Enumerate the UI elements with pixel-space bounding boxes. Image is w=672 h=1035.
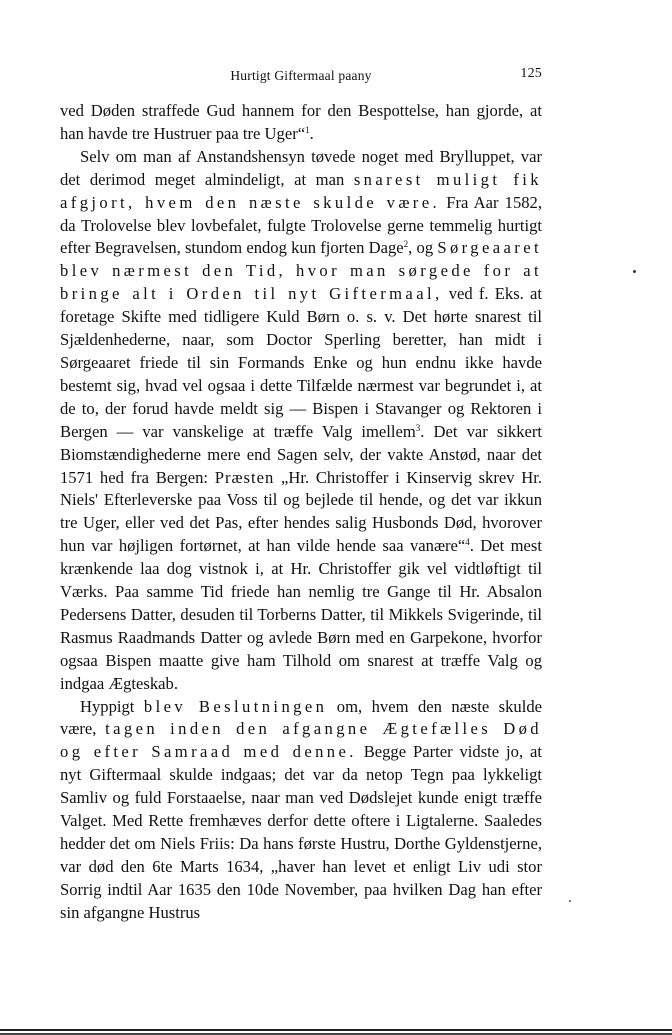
scan-edge-line — [0, 1029, 672, 1031]
text-run: ved Døden straffede Gud hannem for den Bespottelse, han gjorde, at han havde tre Hustruer paa tre Uger“ — [60, 101, 542, 143]
emphasis-spaced: snarest muligt fik afgjort, hvem den næste skulde være. — [60, 169, 542, 212]
text-run: . Det mest krænkende laa dog vistnok i, at Hr. Christoffer gik vel vidtløftigt til Værks. Paa samme Tid friede han nemlig tre Gange til Hr. Absalon Pedersens Datter, desuden til Torberns Datter, til Mikkels Svigerinde, til Rasmus Raadmands Datter og avlede Børn med en Garpekone, hvorfor ogsaa Bispen maatte give ham Tilhold om snarest at træffe Valg og indgaa Ægteskab. — [60, 536, 542, 693]
paragraph-3 — [60, 696, 542, 925]
body-text — [60, 100, 542, 925]
text-run: , og — [408, 238, 438, 258]
emphasis-spaced: Præsten — [214, 467, 275, 487]
text-run: „Hr. Christoffer i Kinservig skrev Hr. Niels' Efterleverske paa Voss til og bejlede til hende, og det var ikkun tre Uger, eller ved det Pas, efter hendes salig Husbonds Død, hvorover hun var højligen fortørnet, at han vilde hende saa vanære“ — [60, 467, 543, 556]
paragraph-1 — [60, 100, 542, 146]
running-title: Hurtigt Giftermaal paany — [230, 68, 372, 83]
paragraph-2 — [60, 146, 542, 696]
page-header — [60, 68, 542, 88]
footnote-ref-4: 4 — [465, 537, 470, 548]
text-run: . Det var sikkert Biomstændighederne mere end Sagen selv, der vakte Anstød, naar det 1571 hed fra Bergen: — [60, 421, 543, 487]
page-number: 125 — [520, 66, 542, 81]
scan-speck — [633, 270, 636, 273]
text-run: Begge Parter vidste jo, at nyt Giftermaal skulde indgaas; det var da netop Tegn paa lykkeligt Samliv og fuld Forstaaelse, naar man ved Dødslejet kunde enigt træffe Valget. Med Rette fremhæves derfor dette oftere i Ligtalerne. Saaledes hedder det om Niels Friis: Da hans første Hustru, Dorthe Gyldenstjerne, var død den 6te Marts 1634, „haver han levet et enligt Liv udi stor Sorrig indtil Aar 1635 den 10de November, paa hvilken Dag han efter sin afgangne Hustrus — [60, 742, 542, 922]
text-run: . — [309, 123, 314, 143]
emphasis-spaced: blev Beslutningen — [143, 696, 328, 716]
footnote-ref-2: 2 — [403, 239, 409, 250]
footnote-ref-1: 1 — [305, 124, 310, 135]
text-run: Fra Aar 1582, da Trolovelse blev lovbefalet, fulgte Trolovelse gerne temmelig hurtigt efter Begravelsen, stundom endog kun fjorten Dage — [60, 192, 543, 258]
text-run: ved f. Eks. at foretage Skifte med tidligere Kuld Børn o. s. v. Det hørte snarest til Sjældenhederne, naar, som Doctor Sperling beretter, han midt i Sørgeaaret friede til sin Formands Enke og hun endnu ikke havde bestemt sig, hvad vel ogsaa i dette Tilfælde nærmest var begrundet i, at de to, der forud havde meldt sig — Bispen i Stavanger og Rektoren i Bergen — var vanskelige at træffe Valg imellem — [60, 284, 542, 441]
text-run: Hyppigt — [80, 696, 144, 716]
scan-speck — [569, 900, 571, 902]
emphasis-spaced: Sørgeaaret blev nærmest den Tid, hvor man sørgede for at bringe alt i Orden til nyt Giftermaal, — [60, 238, 542, 304]
emphasis-spaced: tagen inden den afgangne Ægtefælles Død og efter Samraad med denne. — [60, 719, 542, 762]
text-run: Selv om man af Anstandshensyn tøvede noget med Brylluppet, var det derimod meget almindeligt, at man — [60, 146, 542, 189]
footnote-ref-3: 3 — [415, 422, 421, 433]
text-run: om, hvem den næste skulde være, — [60, 696, 542, 739]
